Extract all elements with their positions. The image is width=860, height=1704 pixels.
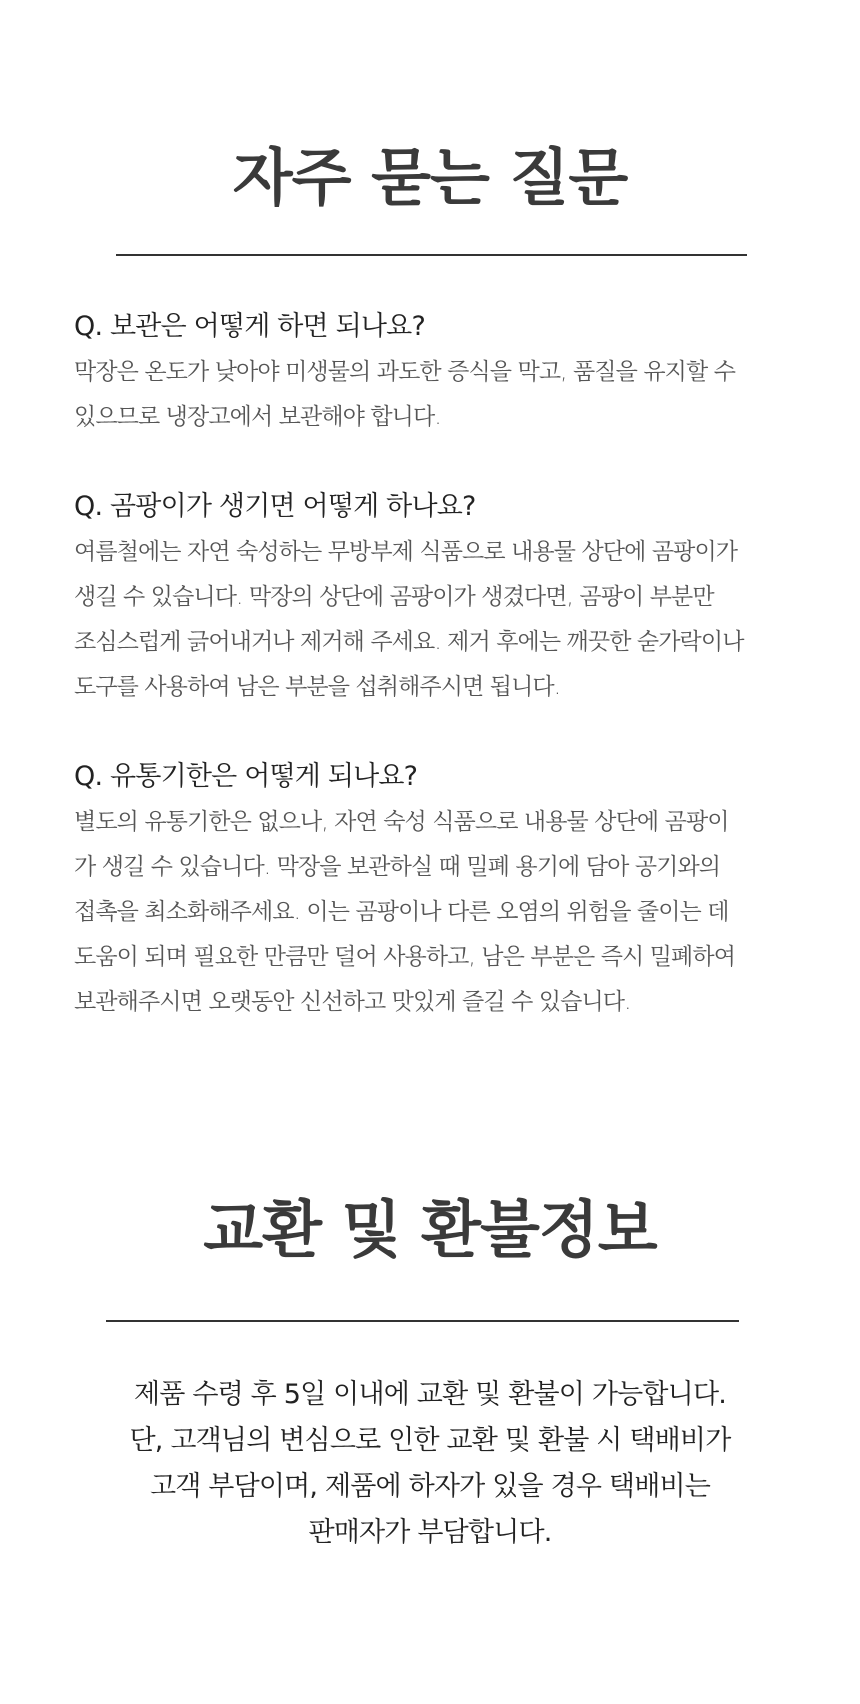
- refund-line: 고객 부담이며, 제품에 하자가 있을 경우 택배비는: [149, 1471, 711, 1502]
- faq-answer: [74, 350, 814, 440]
- faq-divider: [116, 254, 747, 256]
- faq-answer-line: 별도의 유통기한은 없으나, 자연 숙성 식품으로 내용물 상단에 곰팡이: [74, 809, 729, 835]
- faq-answer-line: 조심스럽게 긁어내거나 제거해 주세요. 제거 후에는 깨끗한 숟가락이나: [74, 629, 744, 655]
- faq-item-storage: [74, 306, 814, 440]
- faq-question: Q. 보관은 어떻게 하면 되나요?: [74, 311, 425, 342]
- refund-line: 단, 고객님의 변심으로 인한 교환 및 환불 시 택배비가: [129, 1425, 731, 1456]
- faq-answer: [74, 530, 814, 710]
- faq-answer-line: 보관해주시면 오랫동안 신선하고 맛있게 즐길 수 있습니다.: [74, 989, 631, 1015]
- faq-title: 자주 묻는 질문: [232, 141, 628, 214]
- faq-answer-line: 생길 수 있습니다. 막장의 상단에 곰팡이가 생겼다면, 곰팡이 부분만: [74, 584, 714, 610]
- faq-answer-line: 막장은 온도가 낮아야 미생물의 과도한 증식을 막고, 품질을 유지할 수: [74, 359, 736, 385]
- refund-line: 판매자가 부담합니다.: [308, 1517, 552, 1548]
- faq-answer-line: 도움이 되며 필요한 만큼만 덜어 사용하고, 남은 부분은 즉시 밀폐하여: [74, 944, 736, 970]
- faq-answer-line: 여름철에는 자연 숙성하는 무방부제 식품으로 내용물 상단에 곰팡이가: [74, 539, 738, 565]
- faq-answer-line: 도구를 사용하여 남은 부분을 섭취해주시면 됩니다.: [74, 674, 561, 700]
- refund-title: 교환 및 환불정보: [203, 1193, 657, 1266]
- faq-question: Q. 곰팡이가 생기면 어떻게 하나요?: [74, 491, 476, 522]
- faq-list: [74, 306, 814, 1071]
- faq-answer: [74, 800, 814, 1025]
- faq-answer-line: 접촉을 최소화해주세요. 이는 곰팡이나 다른 오염의 위험을 줄이는 데: [74, 899, 729, 925]
- faq-item-expiry: [74, 756, 814, 1025]
- faq-question: Q. 유통기한은 어떻게 되나요?: [74, 761, 418, 792]
- refund-divider: [106, 1320, 739, 1322]
- refund-line: 제품 수령 후 5일 이내에 교환 및 환불이 가능합니다.: [133, 1379, 727, 1410]
- faq-answer-line: 가 생길 수 있습니다. 막장을 보관하실 때 밀폐 용기에 담아 공기와의: [74, 854, 721, 880]
- refund-policy-text: [0, 1372, 860, 1556]
- faq-answer-line: 있으므로 냉장고에서 보관해야 합니다.: [74, 404, 441, 430]
- faq-item-mold: [74, 486, 814, 710]
